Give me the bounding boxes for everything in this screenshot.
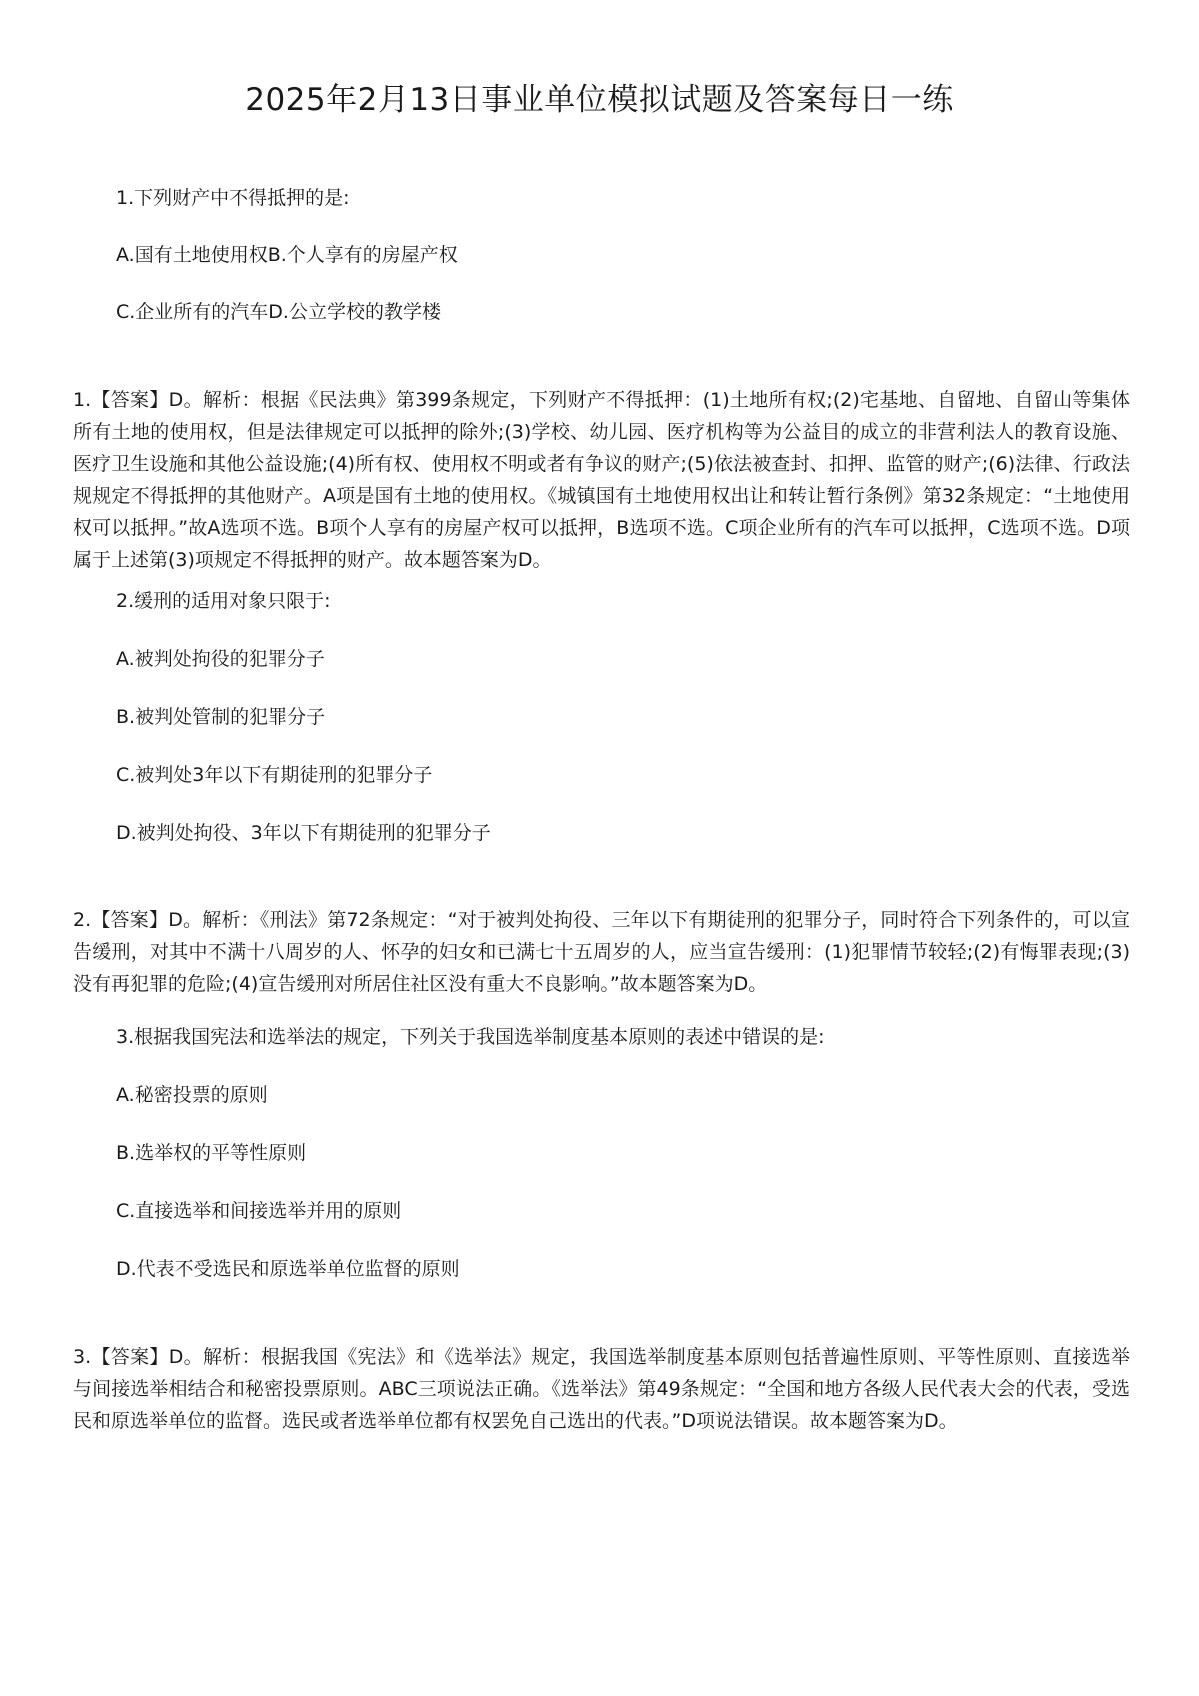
question-stem: 1.下列财产中不得抵押的是: <box>116 187 350 209</box>
question-option: D.代表不受选民和原选举单位监督的原则 <box>116 1258 460 1280</box>
answer-explanation: 3.【答案】D。解析：根据我国《宪法》和《选举法》规定，我国选举制度基本原则包括普遍性原则、平等性原则、直接选举与间接选举相结合和秘密投票原则。ABC三项说法正确。《选举法》第49条规定：“全国和地方各级人民代表大会的代表，受选民和原选举单位的监督。选民或者选举单位都有权罢免自己选出的代表。”D项说法错误。故本题答案为D。 <box>73 1346 1130 1432</box>
question-stem: 3.根据我国宪法和选举法的规定，下列关于我国选举制度基本原则的表述中错误的是: <box>116 1026 825 1048</box>
answer-explanation: 1.【答案】D。解析：根据《民法典》第399条规定，下列财产不得抵押：(1)土地所有权;(2)宅基地、自留地、自留山等集体所有土地的使用权，但是法律规定可以抵押的除外;(3)学校、幼儿园、医疗机构等为公益目的成立的非营利法人的教育设施、医疗卫生设施和其他公益设施;(4)所有权、使用权不明或者有争议的财产;(5)依法被查封、扣押、监管的财产;(6)法律、行政法规规定不得抵押的其他财产。A项是国有土地的使用权。《城镇国有土地使用权出让和转让暂行条例》第32条规定：“土地使用权可以抵押。”故A选项不选。B项个人享有的房屋产权可以抵押，B选项不选。C项企业所有的汽车可以抵押，C选项不选。D项属于上述第(3)项规定不得抵押的财产。故本题答案为D。 <box>73 389 1130 571</box>
question-option: B.被判处管制的犯罪分子 <box>116 706 326 728</box>
question-option: A.被判处拘役的犯罪分子 <box>116 648 325 670</box>
answer-explanation: 2.【答案】D。解析：《刑法》第72条规定：“对于被判处拘役、三年以下有期徒刑的犯罪分子，同时符合下列条件的，可以宣告缓刑，对其中不满十八周岁的人、怀孕的妇女和已满七十五周岁的人，应当宣告缓刑：(1)犯罪情节较轻;(2)有悔罪表现;(3)没有再犯罪的危险;(4)宣告缓刑对所居住社区没有重大不良影响。”故本题答案为D。 <box>73 909 1130 995</box>
question-option: B.选举权的平等性原则 <box>116 1142 307 1164</box>
question-option: C.直接选举和间接选举并用的原则 <box>116 1200 402 1222</box>
question-stem: 2.缓刑的适用对象只限于: <box>116 590 331 612</box>
document-title: 2025年2月13日事业单位模拟试题及答案每日一练 <box>245 82 954 118</box>
question-option: C.被判处3年以下有期徒刑的犯罪分子 <box>116 764 433 786</box>
question-option: C.企业所有的汽车D.公立学校的教学楼 <box>116 301 441 323</box>
question-option: A.国有土地使用权B.个人享有的房屋产权 <box>116 244 458 266</box>
question-option: D.被判处拘役、3年以下有期徒刑的犯罪分子 <box>116 822 491 844</box>
question-option: A.秘密投票的原则 <box>116 1084 268 1106</box>
